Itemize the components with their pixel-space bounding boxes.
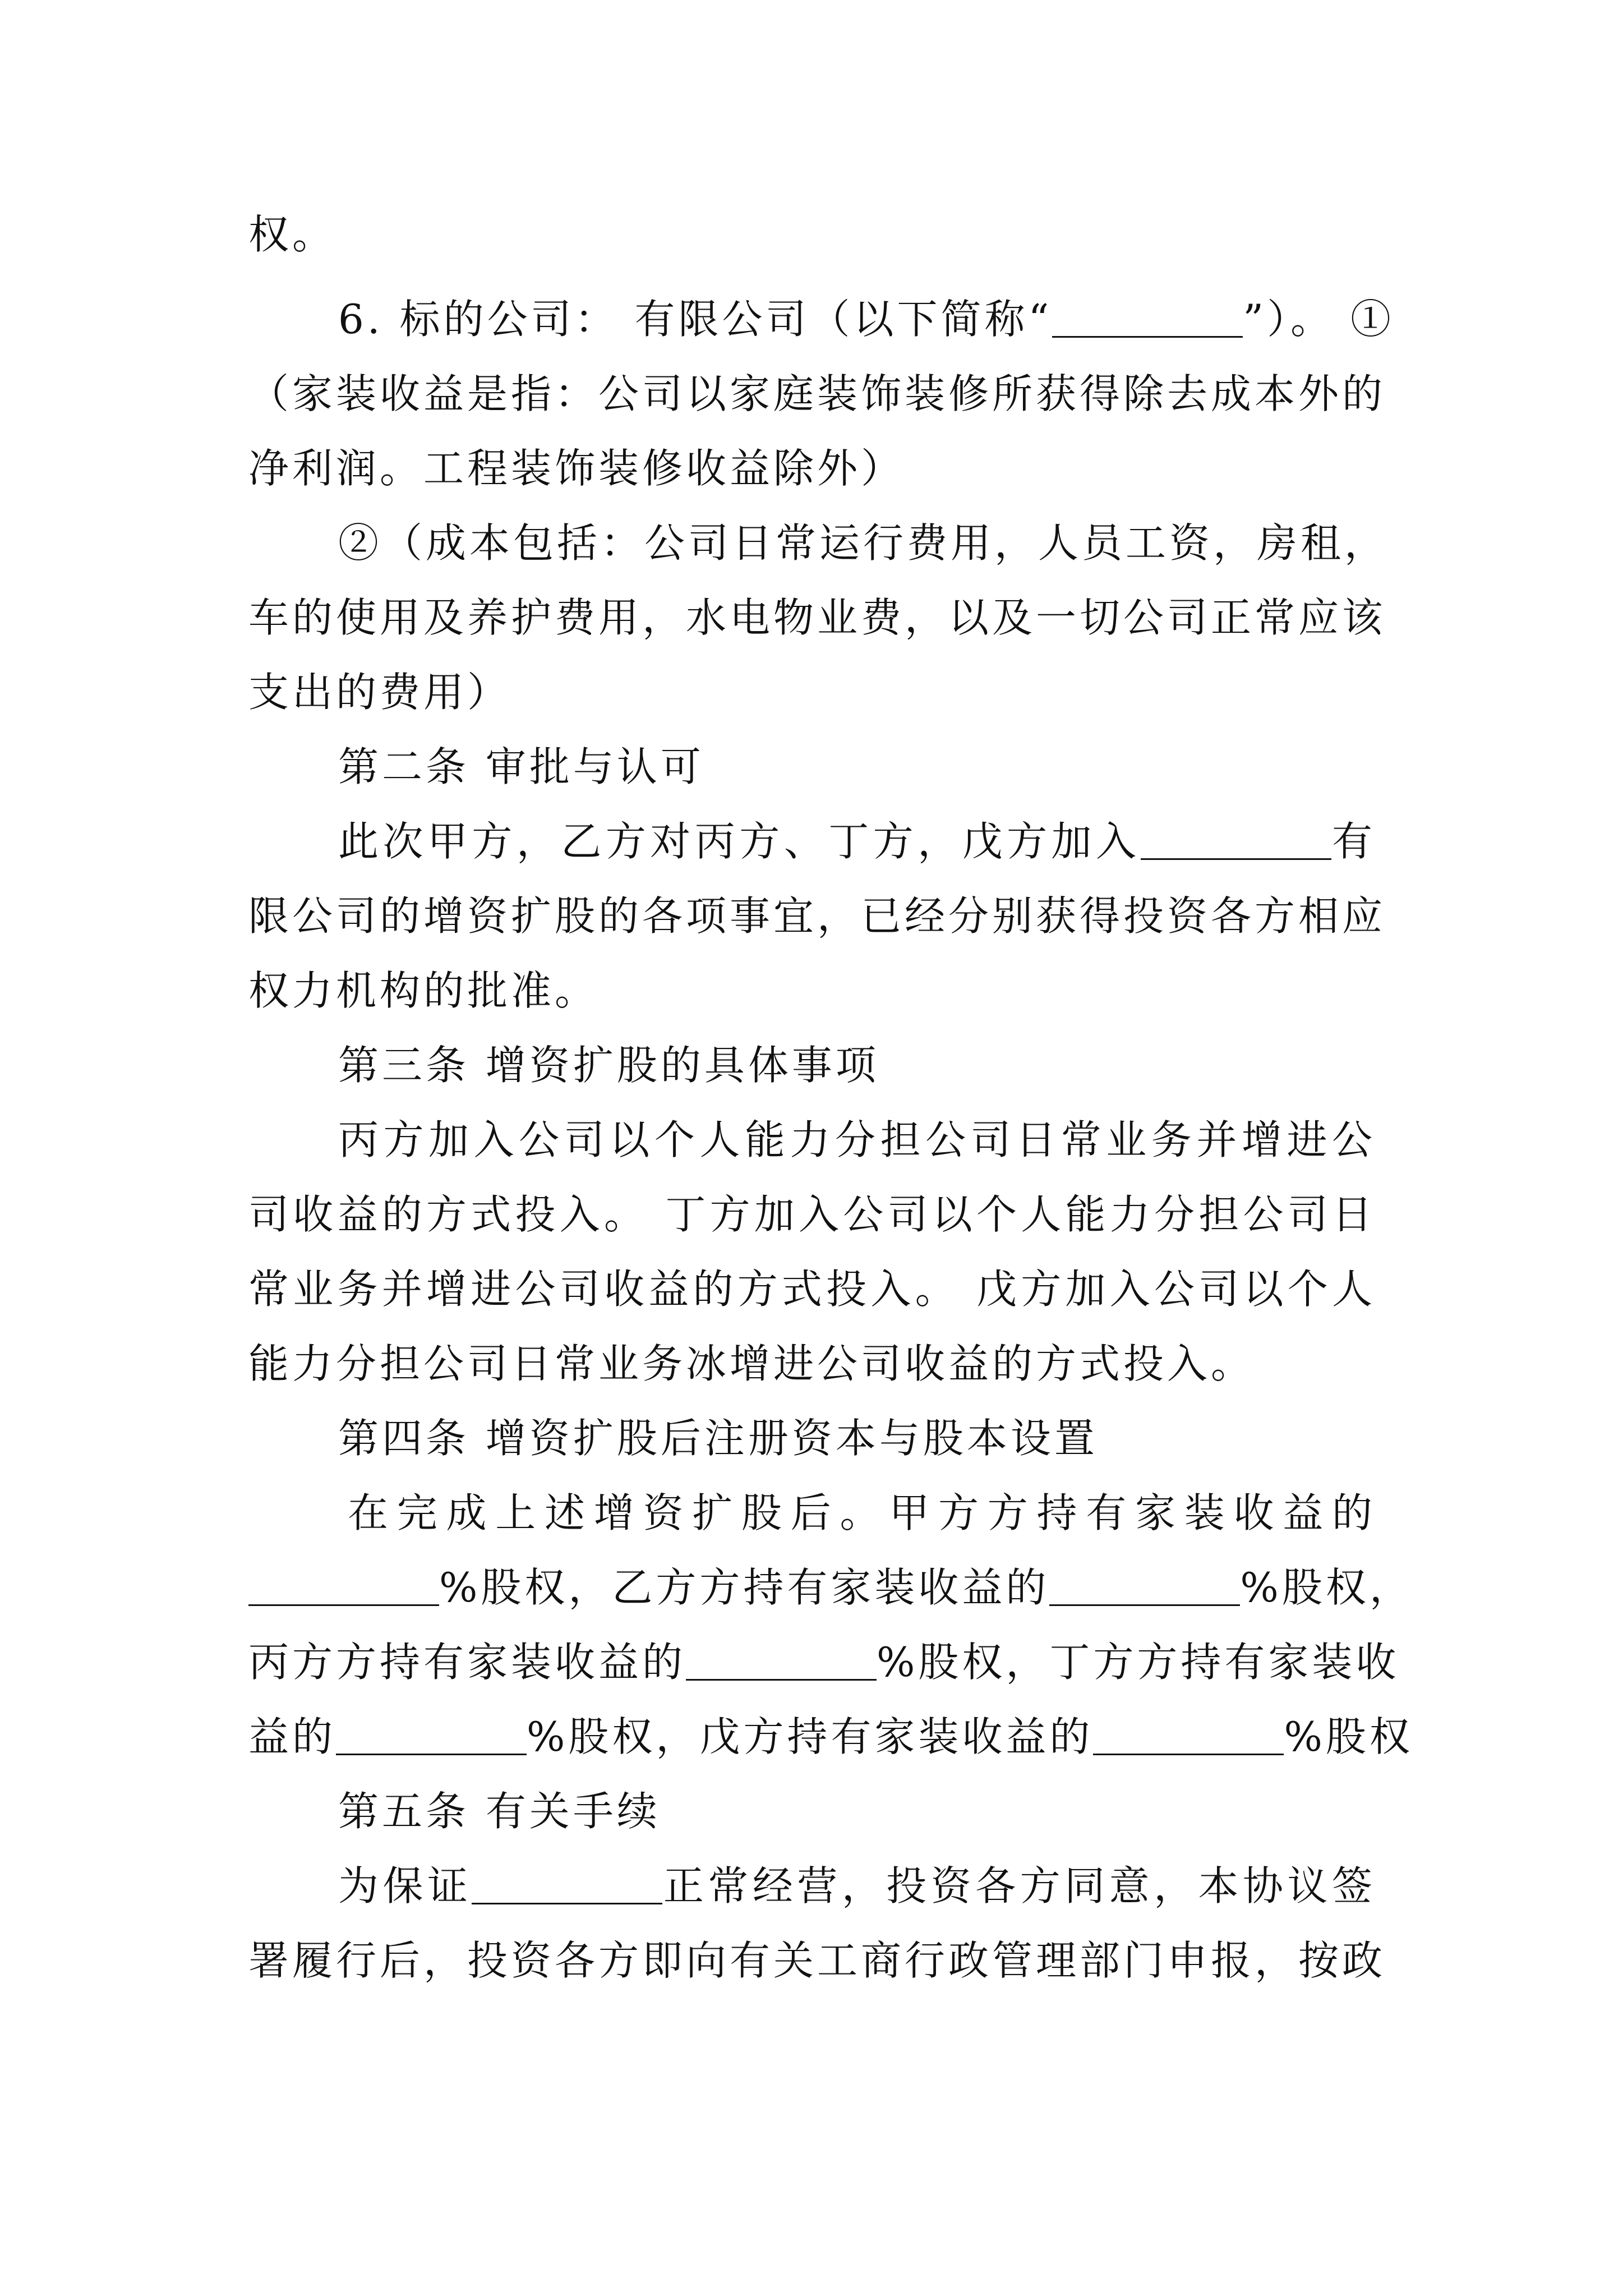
text-line [248,1932,1386,1989]
line-text: ”）。 ① [1243,296,1394,343]
fill-in-blank[interactable] [248,1564,439,1606]
text-line [248,1634,1400,1690]
text-line [248,1186,1376,1243]
text-line [338,1858,1376,1914]
line-text: 署履行后，投资各方即向有关工商行政管理部门申报，按政 [248,1937,1386,1984]
section-heading [338,1783,1376,1839]
line-text: %股权，戊方持有家装收益的 [527,1713,1094,1760]
line-text: 能力分担公司日常业务冰增进公司收益的方式投入。 [248,1340,1255,1387]
heading-text: 第四条 增资扩股后注册资本与股本设置 [338,1415,1098,1462]
line-text: ②（成本包括：公司日常运行费用，人员工资，房租， [338,519,1389,567]
line-text: 益的 [248,1713,336,1760]
fill-in-blank[interactable] [686,1639,877,1681]
line-text: 权。 [248,211,336,258]
line-text: 限公司的增资扩股的各项事宜，已经分别获得投资各方相应 [248,892,1386,940]
text-line [338,1112,1376,1168]
line-text: 此次甲方，乙方对丙方、丁方，戊方加入 [338,818,1141,865]
line-text: 车的使用及养护费用，水电物业费，以及一切公司正常应该 [248,594,1386,641]
text-line [248,963,1376,1019]
line-text: 6. 标的公司： 有限公司（以下简称“ [338,296,1053,343]
line-text: 在完成上述增资扩股后。甲方方持有家装收益的 [348,1489,1376,1536]
text-line [248,1709,1413,1765]
text-line [248,206,1376,263]
text-line [248,1559,1413,1616]
fill-in-blank[interactable] [1093,1713,1284,1755]
fill-in-blank[interactable] [336,1713,527,1755]
text-line [348,1485,1376,1541]
text-line [338,813,1376,869]
line-text: 有 [1331,818,1376,865]
text-line [248,366,1386,422]
section-heading [338,1410,1376,1466]
text-line [248,1336,1376,1392]
fill-in-blank[interactable] [472,1862,662,1904]
fill-in-blank[interactable] [1049,1564,1240,1606]
section-heading [338,739,1376,795]
text-line [248,888,1386,944]
line-text: 司收益的方式投入。 丁方加入公司以个人能力分担公司日 [248,1191,1376,1238]
heading-text: 第五条 有关手续 [338,1788,661,1835]
line-text: 为保证 [338,1862,472,1910]
text-line [248,1261,1376,1317]
line-text: 丙方加入公司以个人能力分担公司日常业务并增进公 [338,1116,1376,1163]
line-text: 支出的费用） [248,669,511,716]
heading-text: 第二条 审批与认可 [338,743,704,790]
text-line [248,440,1376,496]
line-text: 常业务并增进公司收益的方式投入。 戊方加入公司以个人 [248,1266,1376,1313]
line-text: %股权， [1240,1564,1413,1611]
line-text: 净利润。工程装饰装修收益除外） [248,445,905,492]
text-line [338,515,1389,571]
line-text: （家装收益是指：公司以家庭装饰装修所获得除去成本外的 [248,370,1386,417]
section-heading [338,1037,1376,1093]
text-line [338,291,1394,347]
text-line [248,664,1376,720]
line-text: 丙方方持有家装收益的 [248,1639,686,1686]
fill-in-blank[interactable] [1052,296,1243,338]
line-text: %股权，乙方方持有家装收益的 [439,1564,1050,1611]
line-text: 权力机构的批准。 [248,967,599,1014]
text-line [248,590,1386,646]
line-text: 正常经营，投资各方同意，本协议签 [662,1862,1376,1910]
line-text: %股权 [1284,1713,1413,1760]
line-text: %股权，丁方方持有家装收 [877,1639,1400,1686]
fill-in-blank[interactable] [1141,818,1331,860]
heading-text: 第三条 增资扩股的具体事项 [338,1042,879,1089]
